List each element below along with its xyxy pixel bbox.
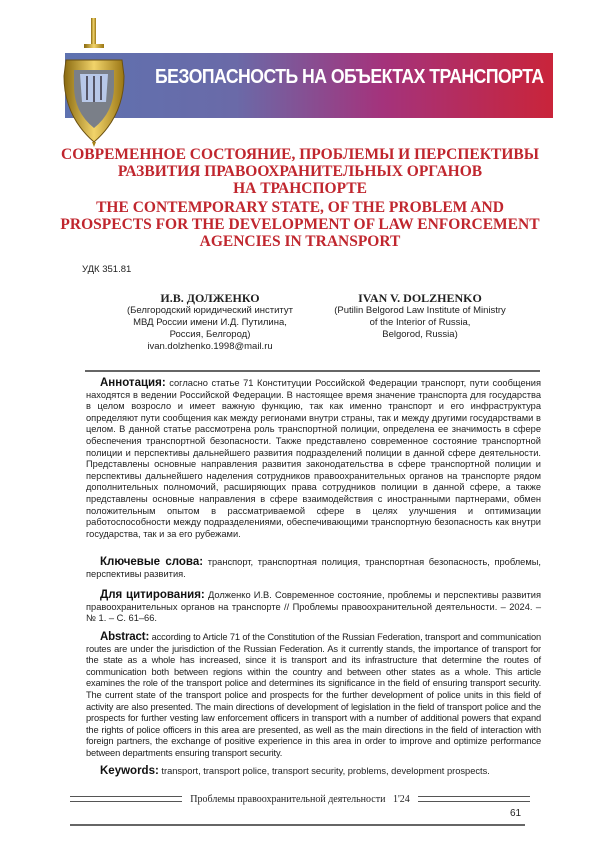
title-line: THE CONTEMPORARY STATE, OF THE PROBLEM AND xyxy=(50,199,550,216)
section-title: БЕЗОПАСНОСТЬ НА ОБЪЕКТАХ ТРАНСПОРТА xyxy=(155,66,490,88)
title-line: PROSPECTS FOR THE DEVELOPMENT OF LAW ENFORCEMENT xyxy=(50,216,550,233)
bottom-rule xyxy=(70,824,525,826)
annotation-ru xyxy=(86,378,541,540)
abstract-text: according to Article 71 of the Constitution of the Russian Federation, transport and communication routes are under the jurisdiction of the Russian Federation. As it currently stands, the importance of transport for the state as a whole has increased, since it is transport and its infrastructure that determine the routes of communication both between regions within the country and between other states as a whole. This article examines the role of the transport police and determines its significance in the field of ensuring transport security. The current state of the transport police and prospects for the further development of police units in this field of activity are also presented. The main directions of development of legislation in the field of transport police and the prospects for further vesting law enforcement officers in transport with a number of additional powers that expand the rights of police officers in this area are presented, as well as the main directions in the field of interaction with foreign partners, the exchange of positive experience in this area in order to improve and optimize performance between departments ensuring transport security. xyxy=(86,632,541,758)
keywords-en xyxy=(86,766,541,778)
footer-rule xyxy=(70,796,182,802)
title-line: НА ТРАНСПОРТЕ xyxy=(50,180,550,197)
author-name: И.В. ДОЛЖЕНКО xyxy=(90,291,330,305)
citation-label: Для цитирования: xyxy=(100,589,205,601)
affiliation-line: of the Interior of Russia, xyxy=(300,317,540,329)
affiliation-line: Россия, Белгород) xyxy=(90,329,330,341)
abstract-label: Abstract: xyxy=(100,631,149,643)
affiliation-line: Belgorod, Russia) xyxy=(300,329,540,341)
article-title-ru xyxy=(50,146,550,197)
journal-name: Проблемы правоохранительной деятельности 1'24 xyxy=(182,794,417,805)
keywords-text: транспорт, транспортная полиция, транспортная безопасность, проблемы, перспективы развития. xyxy=(86,557,541,579)
page-number: 61 xyxy=(510,808,521,819)
divider xyxy=(85,370,540,372)
annotation-text: согласно статье 71 Конституции Российской Федерации транспорт, пути сообщения находятся в ведении Российской Федерации. В настоящее время значение транспорта для государства в целом возросло и имеет важную функцию, так как именно транспорт и его инфраструктура определяют пути сообщения как между регионами внутри страны, так и между другими государствами в целом. В данной статье рассмотрена роль транспортной полиции, определена ее значимость в сфере обеспечения транспортной безопасности. Также представлено современное состояние транспортной полиции и перспективы дальнейшего развития подразделений полиции в данной сфере деятельности. Представлены основные направления развития законодательства в сфере транспортной полиции и перспективы дальнейшего наделения сотрудников правоохранительных органов на транспорте рядом дополнительных полномочий, расширяющих права сотрудников полиции в данной сфере, а также представлены основные направления в сфере взаимодействия с иностранными партнерами, обмен положительным опытом в рассматриваемой сфере в целях улучшения и оптимизации работоспособности между подразделениями, обеспечивающими транспортную безопасность как внутри государства, так и за его рубежами. xyxy=(86,378,541,539)
keywords-text: transport, transport police, transport security, problems, development prospects. xyxy=(161,766,489,776)
affiliation-line: МВД России имени И.Д. Путилина, xyxy=(90,317,330,329)
affiliation-line: (Белгородский юридический институт xyxy=(90,305,330,317)
affiliation-line: (Putilin Belgorod Law Institute of Ministry xyxy=(300,305,540,317)
citation-text: Долженко И.В. Современное состояние, проблемы и перспективы развития правоохранительных органов на транспорте // Проблемы правоохранительной деятельности. – 2024. – № 1. – С. 61–66. xyxy=(86,590,541,623)
keywords-ru xyxy=(86,557,541,580)
title-line: AGENCIES IN TRANSPORT xyxy=(50,233,550,250)
keywords-label: Ключевые слова: xyxy=(100,556,203,568)
journal-footer xyxy=(70,792,530,806)
citation xyxy=(86,590,541,625)
annotation-label: Аннотация: xyxy=(100,377,166,389)
keywords-label: Keywords: xyxy=(100,765,159,777)
title-line: РАЗВИТИЯ ПРАВООХРАНИТЕЛЬНЫХ ОРГАНОВ xyxy=(50,163,550,180)
author-name: IVAN V. DOLZHENKO xyxy=(300,291,540,305)
abstract-en xyxy=(86,632,541,760)
article-title-en xyxy=(50,199,550,250)
shield-sword-emblem-icon xyxy=(60,16,128,148)
udk-code: УДК 351.81 xyxy=(82,264,131,275)
footer-rule xyxy=(418,796,530,802)
author-email[interactable]: ivan.dolzhenko.1998@mail.ru xyxy=(90,341,330,353)
title-line: СОВРЕМЕННОЕ СОСТОЯНИЕ, ПРОБЛЕМЫ И ПЕРСПЕКТИВЫ xyxy=(50,146,550,163)
author-en xyxy=(300,291,540,341)
author-ru xyxy=(90,291,330,353)
